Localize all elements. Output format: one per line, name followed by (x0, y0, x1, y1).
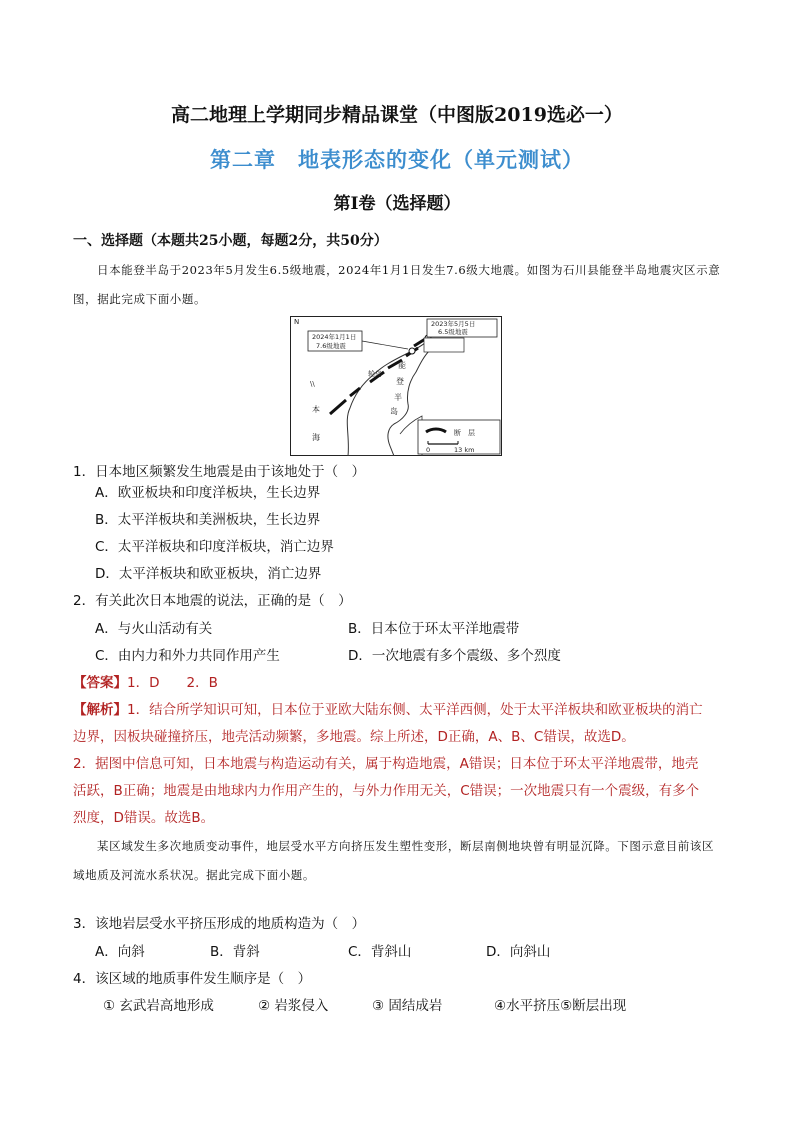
q4-event-2: ② 岩浆侵入 (258, 998, 329, 1014)
q3-option-b: B．背斜 (210, 944, 260, 960)
q2-option-d: D．一次地震有多个震级、多个烈度 (348, 648, 561, 664)
q1-option-a: A．欧亚板块和印度洋板块，生长边界 (95, 485, 321, 501)
q4-event-4-5: ④水平挤压⑤断层出现 (494, 998, 627, 1014)
q2-stem: 2．有关此次日本地震的说法，正确的是（ ） (73, 593, 352, 609)
label-dao: 岛 (390, 407, 398, 416)
q1-stem: 1．日本地区频繁发生地震是由于该地处于（ ） (73, 464, 366, 480)
document-title: 高二地理上学期同步精品课堂（中图版2019选必一） (171, 104, 623, 126)
callout-2024-line1: 2024年1月1日 (312, 333, 357, 341)
q1-option-c: C．太平洋板块和印度洋板块，消亡边界 (95, 539, 334, 555)
section-heading: 一、选择题（本题共25小题，每题2分，共50分） (73, 233, 388, 249)
analysis-line-3: 2．据图中信息可知，日本地震与构造运动有关，属于构造地震，A错误；日本位于环太平洋地震带，地壳 (73, 756, 699, 772)
analysis-line-2: 边界，因板块碰撞挤压，地壳活动频繁，多地震。综上所述，D正确，A、B、C错误，故选D。 (73, 729, 635, 745)
analysis-text-1: 1．结合所学知识可知，日本位于亚欧大陆东侧、太平洋西侧，处于太平洋板块和欧亚板块的消亡 (127, 702, 703, 718)
q4-stem: 4．该区域的地质事件发生顺序是（ ） (73, 971, 312, 987)
earthquake-map (290, 316, 502, 456)
q3-option-a: A．向斜 (95, 944, 145, 960)
analysis-line-5: 烈度，D错误。故选B。 (73, 810, 215, 826)
label-ban: 半 (394, 393, 402, 402)
q2-option-b: B．日本位于环太平洋地震带 (348, 621, 520, 637)
q3-option-d: D．向斜山 (486, 944, 551, 960)
analysis-line-4: 活跃，B正确；地震是由地球内力作用产生的，与外力作用无关，C错误；一次地震只有一个震级，有多个 (73, 783, 700, 799)
material-paragraph-1: 日本能登半岛于2023年5月发生6.5级地震，2024年1月1日发生7.6级大地震。如图为石川县能登半岛地震灾区示意图，据此完成下面小题。 (73, 263, 721, 306)
q2-option-a: A．与火山活动有关 (95, 621, 213, 637)
svg-text:\\: \\ (310, 380, 315, 388)
legend-fault-label: 断 层 (454, 429, 475, 437)
q3-stem: 3．该地岩层受水平挤压形成的地质构造为（ ） (73, 916, 366, 932)
north-label: N (294, 318, 300, 326)
answer-label: 【答案】 (73, 675, 127, 691)
label-sea-1: 本 (312, 405, 320, 414)
scale-zero: 0 (426, 446, 431, 454)
q3-option-c: C．背斜山 (348, 944, 412, 960)
analysis-line-1 (73, 700, 703, 720)
callout-2023-line2: 6.5级地震 (438, 328, 468, 336)
q1-option-b: B．太平洋板块和美洲板块，生长边界 (95, 512, 321, 528)
label-sea-2: 海 (312, 433, 320, 442)
callout-2023-line1: 2023年5月5日 (431, 320, 476, 328)
q1-option-d: D．太平洋板块和欧亚板块，消亡边界 (95, 566, 322, 582)
answer-line (73, 673, 218, 693)
label-wajima: 轮岛 (368, 370, 382, 378)
q4-event-1: ① 玄武岩高地形成 (103, 998, 214, 1014)
epicenter-2024 (409, 348, 415, 354)
label-neng: 能 (398, 361, 406, 370)
analysis-label: 【解析】 (73, 702, 127, 718)
answer-text: 1．D 2．B (127, 675, 218, 691)
q4-event-3: ③ 固结成岩 (372, 998, 443, 1014)
chapter-title: 第二章 地表形态的变化（单元测试） (210, 148, 584, 172)
scale-end: 13 km (454, 446, 475, 454)
volume-title: 第I卷（选择题） (333, 194, 461, 214)
label-deng: 登 (396, 377, 404, 386)
callout-2024-line2: 7.6级地震 (316, 342, 346, 350)
q2-option-c: C．由内力和外力共同作用产生 (95, 648, 280, 664)
material-paragraph-2: 某区域发生多次地质变动事件，地层受水平方向挤压发生塑性变形，断层南侧地块曾有明显沉降。下图示意目前该区域地质及河流水系状况。据此完成下面小题。 (73, 839, 715, 882)
